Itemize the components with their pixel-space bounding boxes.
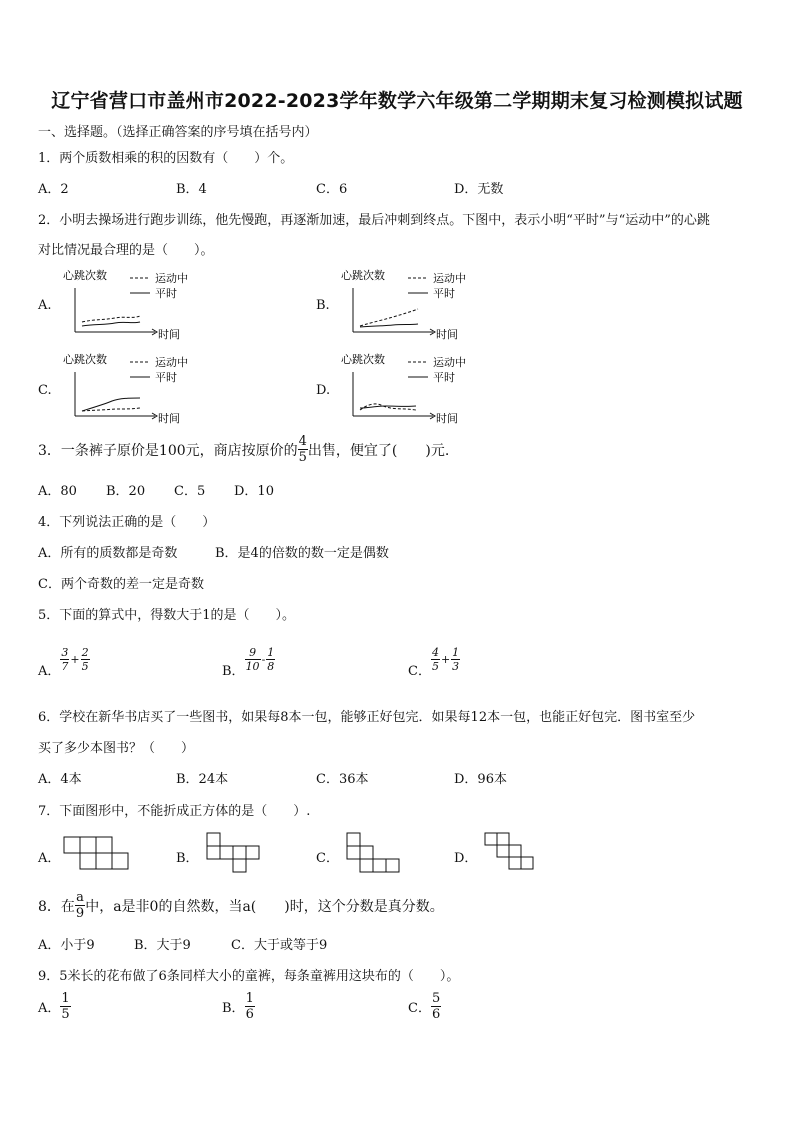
legend-dash-label: 运动中 [155,356,188,369]
legend-dash-label: 运动中 [433,272,466,285]
q2-option-a[interactable]: A. [38,298,52,313]
operator: + [70,653,80,666]
frac-denominator: 5 [431,660,439,673]
q7-net-a [63,836,129,870]
option-label: B． [222,1001,245,1016]
series-normal [82,322,140,326]
operator: + [440,653,451,666]
section-heading: 一、选择题。（选择正确答案的序号填在括号内） [38,125,318,140]
q2-option-c[interactable]: C. [38,383,52,398]
series-normal [360,406,416,408]
fraction [245,647,261,672]
fraction [60,647,69,672]
frac-denominator: 5 [61,1007,70,1022]
q2-chart-c [60,348,205,426]
option-label: C． [408,664,431,679]
q6-option-a[interactable]: A．4本 [38,772,82,787]
q9-option-b[interactable] [222,992,255,1021]
chart-y-label: 心跳次数 [341,269,385,282]
q3-text-before: 3．一条裤子原价是100元，商店按原价的 [38,442,298,459]
frac-denominator: 6 [431,1007,441,1022]
frac-denominator: 8 [267,660,275,673]
legend-solid-label: 平时 [155,287,177,300]
series-normal [82,398,140,411]
question-5: 5．下面的算式中，得数大于1的是（ ）。 [38,608,296,623]
question-4: 4．下列说法正确的是（ ） [38,515,216,530]
q7-option-d[interactable]: D． [454,851,478,866]
frac-numerator: 9 [249,646,257,659]
fraction [431,992,441,1021]
series-exercise [360,309,418,326]
chart-x-label: 时间 [158,328,180,341]
q5-option-b[interactable] [222,640,275,679]
series-exercise [82,316,140,322]
frac-numerator: 2 [81,646,89,659]
question-2-line1: 2．小明去操场进行跑步训练，他先慢跑，再逐渐加速，最后冲刺到终点。下图中，表示小明“平时”与“运动中”的心跳 [38,213,710,228]
q3-text-after: 出售，便宜了( )元. [307,442,450,459]
frac-denominator: 7 [61,660,69,673]
frac-denominator: 3 [452,660,460,673]
q3-fraction [298,435,308,464]
page-title: 辽宁省营口市盖州市2022-2023学年数学六年级第二学期期末复习检测模拟试题 [51,90,743,112]
q1-option-d[interactable]: D．无数 [454,182,504,197]
q8-option-a[interactable]: A．小于9 [38,938,95,953]
q2-chart-b [338,264,483,342]
q5-option-c[interactable] [408,640,460,679]
option-label: C． [408,1001,431,1016]
frac-denominator: 9 [75,906,85,921]
legend-solid-label: 平时 [155,371,177,384]
fraction [266,647,275,672]
q4-option-a[interactable]: A．所有的质数都是奇数 [38,546,178,561]
q3-option-d[interactable]: D．10 [234,484,274,499]
chart-x-label: 时间 [436,412,458,425]
q8-fraction [75,891,85,920]
q7-net-d [484,832,536,874]
q4-option-b[interactable]: B．是4的倍数的数一定是偶数 [215,546,389,561]
q7-option-a[interactable]: A． [38,851,61,866]
question-9: 9．5米长的花布做了6条同样大小的童裤，每条童裤用这块布的（ ）。 [38,969,460,984]
q2-chart-a [60,264,205,342]
chart-y-label: 心跳次数 [63,269,107,282]
operator: - [261,653,266,666]
q3-option-a[interactable]: A．80 [38,484,77,499]
q8-option-b[interactable]: B．大于9 [134,938,191,953]
chart-y-label: 心跳次数 [341,353,385,366]
question-8 [38,891,444,920]
option-label: B． [222,664,245,679]
q1-option-c[interactable]: C．6 [316,182,348,197]
legend-dash-label: 运动中 [155,272,188,285]
q6-option-d[interactable]: D．96本 [454,772,507,787]
q7-option-c[interactable]: C． [316,851,339,866]
legend-dash-label: 运动中 [433,356,466,369]
q7-net-b [206,832,272,874]
frac-numerator: 4 [431,646,439,659]
series-normal [360,324,418,327]
frac-numerator: 1 [452,646,460,659]
q8-option-c[interactable]: C．大于或等于9 [231,938,328,953]
legend-solid-label: 平时 [433,287,455,300]
fraction [451,647,460,672]
q9-option-a[interactable] [38,992,71,1021]
q2-chart-d [338,348,483,426]
question-2-line2: 对比情况最合理的是（ ）。 [38,243,214,258]
frac-numerator: 3 [61,646,69,659]
q2-option-b[interactable]: B. [316,298,330,313]
frac-denominator: 6 [245,1007,254,1022]
q1-option-b[interactable]: B．4 [176,182,207,197]
frac-numerator: 1 [61,991,70,1006]
q8-text-after: 中，a是非0的自然数，当a( )时，这个分数是真分数。 [85,898,444,915]
question-7: 7．下面图形中，不能折成正方体的是（ ）. [38,804,311,819]
frac-numerator: 5 [431,991,441,1006]
frac-numerator: 1 [245,991,254,1006]
q3-option-c[interactable]: C．5 [174,484,206,499]
frac-numerator: a [76,890,84,905]
chart-y-label: 心跳次数 [63,353,107,366]
frac-denominator: 5 [298,450,307,465]
option-label: A． [38,664,61,679]
fraction [60,992,70,1021]
fraction [431,647,440,672]
legend-solid-label: 平时 [433,371,455,384]
question-3 [38,435,449,464]
option-label: A． [38,1001,61,1016]
q1-option-a[interactable]: A．2 [38,182,69,197]
q8-text-before: 8．在 [38,898,75,915]
q7-net-c [346,832,402,874]
frac-denominator: 10 [245,660,260,673]
q9-option-c[interactable] [408,992,441,1021]
chart-x-label: 时间 [158,412,180,425]
frac-numerator: 1 [267,646,275,659]
q6-option-c[interactable]: C．36本 [316,772,369,787]
question-6-line1: 6．学校在新华书店买了一些图书，如果每8本一包，能够正好包完．如果每12本一包，也能正好包完．图书室至少 [38,710,696,725]
frac-numerator: 4 [298,434,307,449]
q2-option-d[interactable]: D. [316,383,331,398]
question-1: 1．两个质数相乘的积的因数有（ ）个。 [38,151,294,166]
q6-option-b[interactable]: B．24本 [176,772,229,787]
fraction [245,992,255,1021]
question-6-line2: 买了多少本图书？（ ） [38,741,195,756]
chart-x-label: 时间 [436,328,458,341]
q4-option-c[interactable]: C．两个奇数的差一定是奇数 [38,577,204,592]
frac-denominator: 5 [81,660,89,673]
q5-option-a[interactable] [38,640,90,679]
fraction [81,647,90,672]
q7-option-b[interactable]: B． [176,851,199,866]
q3-option-b[interactable]: B．20 [106,484,146,499]
